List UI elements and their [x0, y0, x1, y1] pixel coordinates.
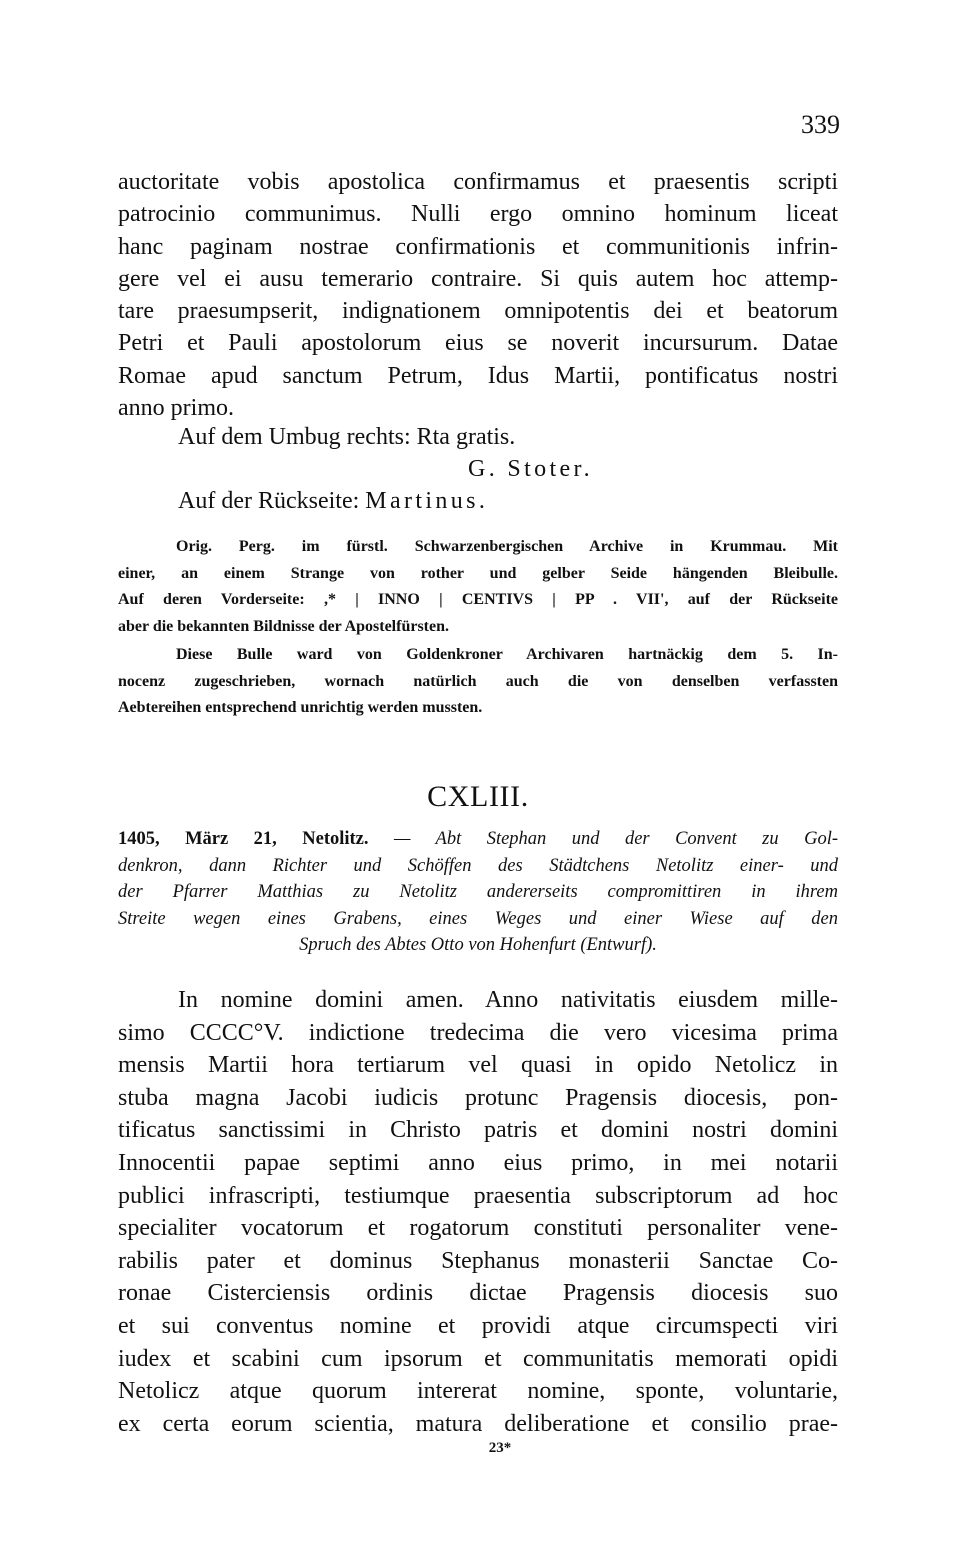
- text-line: Romae apud sanctum Petrum, Idus Martii, pontificatus nostri: [118, 362, 838, 389]
- text-line: ronae Cisterciensis ordinis dictae Pragensis diocesis suo: [118, 1280, 838, 1307]
- regest-line: der Pfarrer Matthias zu Netolitz andererseits compromittiren in ihrem: [118, 882, 838, 902]
- text-line: Netolicz atque quorum intererat nomine, sponte, voluntarie,: [118, 1378, 838, 1405]
- text-line: iudex et scabini cum ipsorum et communitatis memorati opidi: [118, 1345, 838, 1372]
- reverse-line: [178, 488, 488, 515]
- text-line: specialiter vocatorum et rogatorum constituti personaliter vene-: [118, 1215, 838, 1242]
- note-line: Orig. Perg. im fürstl. Schwarzenbergischen Archive in Krummau. Mit: [176, 538, 838, 555]
- text-line: auctoritate vobis apostolica confirmamus et praesentis scripti: [118, 169, 838, 195]
- text-line: anno primo.: [118, 395, 234, 422]
- reverse-line-label: Auf der Rückseite:: [178, 488, 366, 514]
- text-line: publici infrascripti, testiumque praesentia subscriptorum ad hoc: [118, 1182, 838, 1209]
- text-line: hanc paginam nostrae confirmationis et communitionis infrin-: [118, 233, 838, 260]
- regest-text: — Abt Stephan und der Convent zu Gol-: [393, 829, 838, 849]
- note-line: Diese Bulle ward von Goldenkroner Archivaren hartnäckig dem 5. In-: [176, 646, 838, 663]
- regest-line: [118, 826, 838, 853]
- text-line: gere vel ei ausu temerario contraire. Si quis autem hoc attemp-: [118, 265, 838, 292]
- note-line: nocenz zugeschrieben, wornach natürlich auch die von denselben verfassten: [118, 672, 838, 690]
- regest: [118, 826, 838, 959]
- text-line: tare praesumpserit, indignationem omnipotentis dei et beatorum: [118, 298, 838, 325]
- note-line: einer, an einem Strange von rother und gelber Seide hängenden Bleibulle.: [118, 564, 838, 582]
- text-line: tificatus sanctissimi in Christo patris et domini nostri domini: [118, 1117, 838, 1144]
- text-line: stuba magna Jacobi iudicis protunc Pragensis diocesis, pon-: [118, 1084, 838, 1111]
- reverse-line-name: Martinus.: [365, 488, 489, 514]
- regest-line: denkron, dann Richter und Schöffen des Städtchens Netolitz einer- und: [118, 855, 838, 876]
- main-text: [118, 984, 838, 1440]
- text-line: In nomine domini amen. Anno nativitatis eiusdem mille-: [178, 987, 838, 1013]
- umbug-line: Auf dem Umbug rechts: Rta gratis.: [178, 424, 516, 450]
- signature-line: G. Stoter.: [468, 456, 593, 482]
- text-line: et sui conventus nomine et providi atque circumspecti viri: [118, 1312, 838, 1339]
- note-line: aber die bekannten Bildnisse der Apostelfürsten.: [118, 617, 450, 635]
- document-number: CXLIII.: [427, 780, 529, 813]
- archival-note: [118, 534, 838, 640]
- note-line: Auf deren Vorderseite: ,* | INNO | CENTIVS | PP . VII', auf der Rückseite: [118, 591, 838, 609]
- regest-line: Spruch des Abtes Otto von Hohenfurt (Entwurf).: [299, 935, 657, 955]
- text-line: ex certa eorum scientia, matura deliberatione et consilio prae-: [118, 1410, 838, 1437]
- text-line: mensis Martii hora tertiarum vel quasi in opido Netolicz in: [118, 1052, 838, 1079]
- text-line: simo CCCC°V. indictione tredecima die vero vicesima prima: [118, 1019, 838, 1046]
- page-number: 339: [801, 110, 840, 139]
- text-line: rabilis pater et dominus Stephanus monasterii Sanctae Co-: [118, 1247, 838, 1274]
- note-line: Aebtereihen entsprechend unrichtig werden mussten.: [118, 699, 483, 717]
- regest-line: Streite wegen eines Grabens, eines Weges und einer Wiese auf den: [118, 908, 838, 929]
- text-line: Innocentii papae septimi anno eius primo, in mei notarii: [118, 1149, 838, 1176]
- text-line: patrocinio communimus. Nulli ergo omnino hominum liceat: [118, 201, 838, 228]
- top-paragraph: [118, 166, 838, 424]
- text-line: Petri et Pauli apostolorum eius se noverit incursurum. Datae: [118, 330, 838, 357]
- signature-mark: 23*: [488, 1440, 512, 1456]
- attribution-note: [118, 642, 838, 722]
- regest-date: 1405, März 21, Netolitz.: [118, 829, 369, 849]
